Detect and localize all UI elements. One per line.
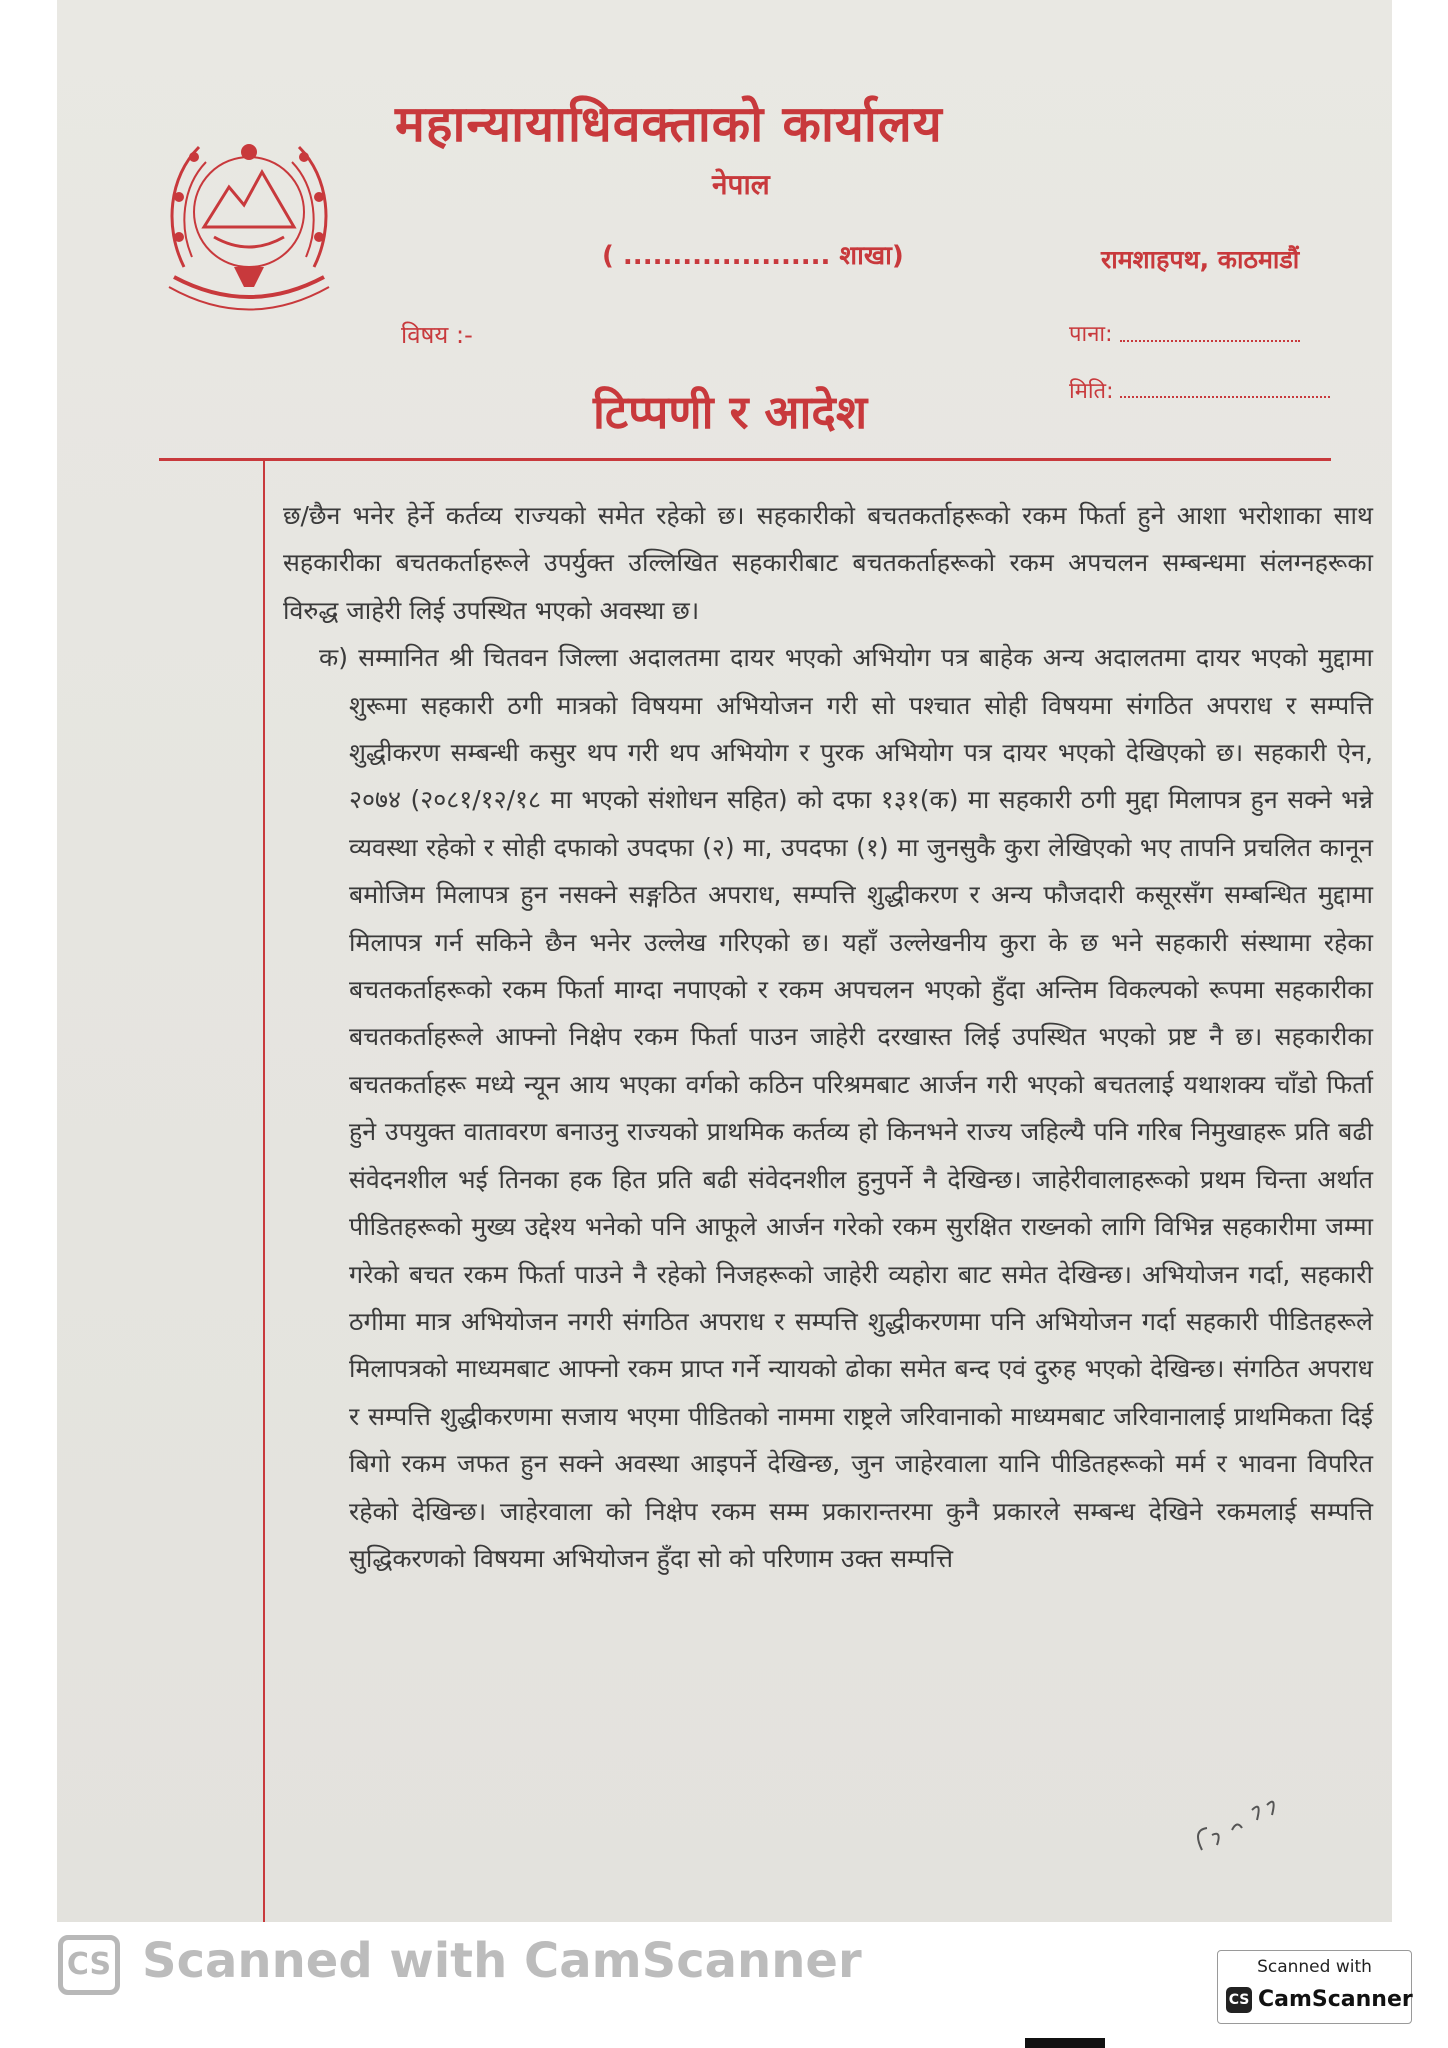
page-label: पाना: [1069, 322, 1113, 347]
date-fill-line [1120, 396, 1330, 398]
camscanner-badge [1217, 1950, 1412, 2024]
nepal-emblem-icon [154, 117, 344, 317]
bottom-bar [1025, 2038, 1105, 2048]
badge-top-text: Scanned with [1257, 1957, 1372, 1977]
signature-mark [1187, 1790, 1307, 1870]
scanned-with-text: Scanned with CamScanner [142, 1933, 862, 1989]
paragraph-intro: छ/छैन भनेर हेर्ने कर्तव्य राज्यको समेत रहेको छ। सहकारीको बचतकर्ताहरूको रकम फिर्ता हुने आशा भरोशाका साथ सहकारीका बचतकर्ताहरूले उपर्युक्त उल्लिखित सहकारीबाट बचतकर्ताहरूको रकम अपचलन सम्बन्धमा संलग्नहरूका विरुद्ध जाहेरी लिई उपस्थित भएको अवस्था छ। [283, 501, 1373, 625]
margin-line [263, 461, 265, 1922]
document-paper [57, 0, 1392, 1922]
document-title: टिप्पणी र आदेश [593, 385, 868, 439]
subject-label: विषय :- [401, 321, 473, 349]
office-address: रामशाहपथ, काठमाडौं [1101, 245, 1300, 274]
page-fill-line [1120, 340, 1300, 342]
body-text [283, 492, 1373, 1582]
date-label: मिति: [1069, 379, 1114, 404]
header-divider [159, 458, 1331, 461]
badge-brand-name: CamScanner [1258, 1987, 1413, 2012]
office-title: महान्यायाधिवक्ताको कार्यालय [395, 94, 943, 153]
badge-cs-icon: CS [1226, 1987, 1252, 2013]
country-label: नेपाल [712, 168, 770, 201]
paragraph-ka: क) सम्मानित श्री चितवन जिल्ला अदालतमा दायर भएको अभियोग पत्र बाहेक अन्य अदालतमा दायर भएको मुद्दामा शुरूमा सहकारी ठगी मात्रको विषयमा अभियोजन गरी सो पश्चात सोही विषयमा संगठित अपराध र सम्पत्ति शुद्धीकरण सम्बन्धी कसुर थप गरी थप अभियोग र पुरक अभियोग पत्र दायर भएको देखिएको छ। सहकारी ऐन, २०७४ (२०८१/१२/१८ मा भएको संशोधन सहित) को दफा १३१(क) मा सहकारी ठगी मुद्दा मिलापत्र हुन सक्ने भन्ने व्यवस्था रहेको र सोही दफाको उपदफा (२) मा, उपदफा (१) मा जुनसुकै कुरा लेखिएको भए तापनि प्रचलित कानून बमोजिम मिलापत्र हुन नसक्ने सङ्गठित अपराध, सम्पत्ति शुद्धीकरण र अन्य फौजदारी कसूरसँग सम्बन्धित मुद्दामा मिलापत्र गर्न सकिने छैन भनेर उल्लेख गरिएको छ। यहाँ उल्लेखनीय कुरा के छ भने सहकारी संस्थामा रहेका बचतकर्ताहरूको रकम फिर्ता माग्दा नपाएको र रकम अपचलन भएको हुँदा अन्तिम विकल्पको रूपमा सहकारीका बचतकर्ताहरूले आफ्नो निक्षेप रकम फिर्ता पाउन जाहेरी दरखास्त लिई उपस्थित भएको प्रष्ट नै छ। सहकारीका बचतकर्ताहरू मध्ये न्यून आय भएका वर्गको कठिन परिश्रमबाट आर्जन गरी भएको बचतलाई यथाशक्य चाँडो फिर्ता हुने उपयुक्त वातावरण बनाउनु राज्यको प्राथमिक कर्तव्य हो किनभने राज्य जहिल्यै पनि गरिब निमुखाहरू प्रति बढी संवेदनशील भई तिनका हक हित प्रति बढी संवेदनशील हुनुपर्ने नै देखिन्छ। जाहेरीवालाहरूको प्रथम चिन्ता अर्थात पीडितहरूको मुख्य उद्देश्य भनेको पनि आफूले आर्जन गरेको रकम सुरक्षित राख्नको लागि विभिन्न सहकारीमा जम्मा गरेको बचत रकम फिर्ता पाउने नै रहेको निजहरूको जाहेरी व्यहोरा बाट समेत देखिन्छ। अभियोजन गर्दा, सहकारी ठगीमा मात्र अभियोजन नगरी संगठित अपराध र सम्पत्ति शुद्धीकरणमा पनि अभियोजन गर्दा सहकारी पीडितहरूले मिलापत्रको माध्यमबाट आफ्नो रकम प्राप्त गर्ने न्यायको ढोका समेत बन्द एवं दुरुह भएको देखिन्छ। संगठित अपराध र सम्पत्ति शुद्धीकरणमा सजाय भएमा पीडितको नाममा राष्ट्रले जरिवानाको माध्यमबाट जरिवानालाई प्राथमिकता दिई बिगो रकम जफत हुन सक्ने अवस्था आइपर्ने देखिन्छ, जुन जाहेरवाला यानि पीडितहरूको मर्म र भावना विपरित रहेको देखिन्छ। जाहेरवाला को निक्षेप रकम सम्म प्रकारान्तरमा कुनै प्रकारले सम्बन्ध देखिने रकमलाई सम्पत्ति सुद्धिकरणको विषयमा अभियोजन हुँदा सो को परिणाम उक्त सम्पत्ति [319, 643, 1373, 1573]
branch-field: ( ..................... शाखा) [602, 241, 904, 271]
camscanner-logo-icon: CS [58, 1935, 120, 1995]
